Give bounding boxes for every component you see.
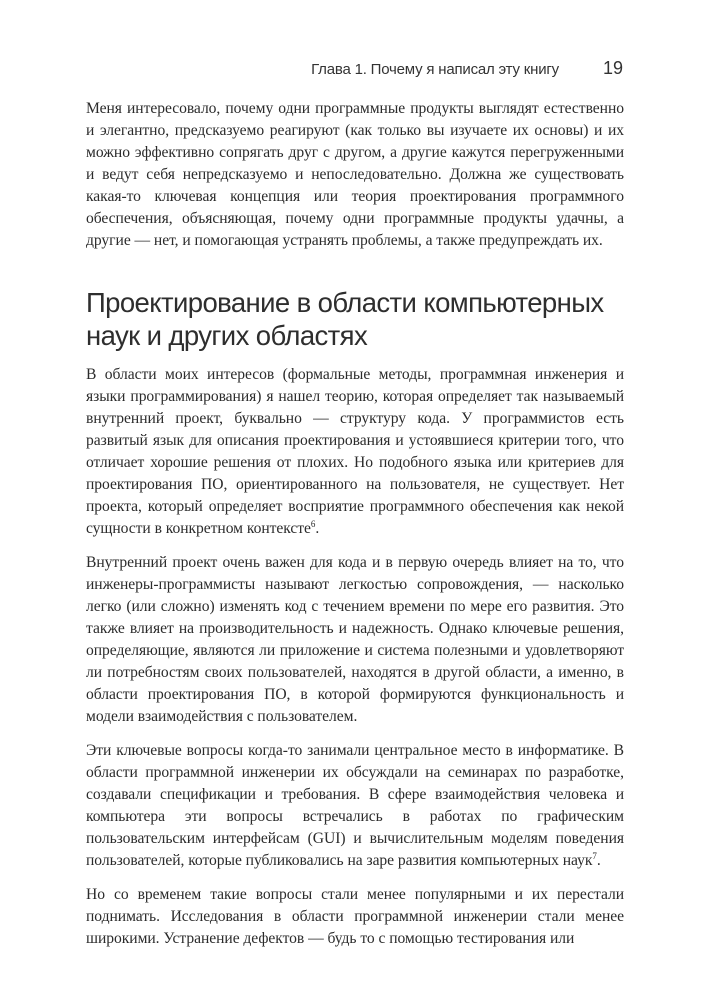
paragraph-tail: . <box>315 520 320 537</box>
chapter-title: Глава 1. Почему я написал эту книгу <box>311 61 559 78</box>
section-heading: Проектирование в области компьютерных наук и других областях <box>86 287 604 351</box>
body-paragraph-2 <box>86 552 624 728</box>
paragraph-text: Эти ключевые вопросы когда-то занимали центральное место в информатике. В области программной инженерии их обсуждали на семинарах по разработке, создавали спецификации и требования. В сфере взаимодействия человека и компьютера эти вопросы встречались в работах по графическим пользовательским интерфейсам (GUI) и вычислительным моделям поведения пользователей, которые публиковались на заре развития компьютерных наук <box>86 742 624 869</box>
footnote-marker[interactable]: 7 <box>592 850 597 861</box>
page-body <box>86 98 624 950</box>
intro-paragraph: Меня интересовало, почему одни программные продукты выглядят естественно и элегантно, предсказуемо реагируют (как только вы изучаете их основы) и их можно эффективно сопрягать друг с другом, а другие кажутся перегруженными и ведут себя непредсказуемо и непоследовательно. Должна же существовать какая-то ключевая концепция или теория проектирования программного обеспечения, объясняющая, почему одни программные продукты удачны, а другие — нет, и помогающая устранять проблемы, а также предупреждать их. <box>86 100 624 249</box>
body-paragraph-4 <box>86 884 624 950</box>
paragraph-text: Внутренний проект очень важен для кода и в первую очередь влияет на то, что инженеры-программисты называют легкостью сопровождения, — насколько легко (или сложно) изменять код с течением времени по мере его развития. Это также влияет на производительность и надежность. Однако ключевые решения, определяющие, являются ли приложение и система полезными и удовлетворяют ли потребностям своих пользователей, находятся в другой области, а именно, в области проектирования ПО, в которой формируются функциональность и модели взаимодействия с пользователем. <box>86 554 624 725</box>
running-head <box>86 58 623 88</box>
paragraph-text: Но со временем такие вопросы стали менее популярными и их перестали поднимать. Исследования в области программной инженерии стали менее широкими. Устранение дефектов — будь то с помощью тестирования или <box>86 886 624 947</box>
page-number: 19 <box>602 58 623 78</box>
body-paragraph-3 <box>86 740 624 872</box>
body-paragraph-1 <box>86 364 624 540</box>
paragraph-text: В области моих интересов (формальные методы, программная инженерия и языки программирования) я нашел теорию, которая определяет так называемый внутренний проект, буквально — структуру кода. У программистов есть развитый язык для описания проектирования и устоявшиеся критерии того, что отличает хорошие решения от плохих. Но подобного языка или критериев для проектирования ПО, ориентированного на пользователя, не существует. Нет проекта, который определяет восприятие программного обеспечения как некой сущности в конкретном контексте <box>86 366 624 537</box>
footnote-marker[interactable]: 6 <box>310 518 316 529</box>
paragraph-tail: . <box>596 852 601 869</box>
